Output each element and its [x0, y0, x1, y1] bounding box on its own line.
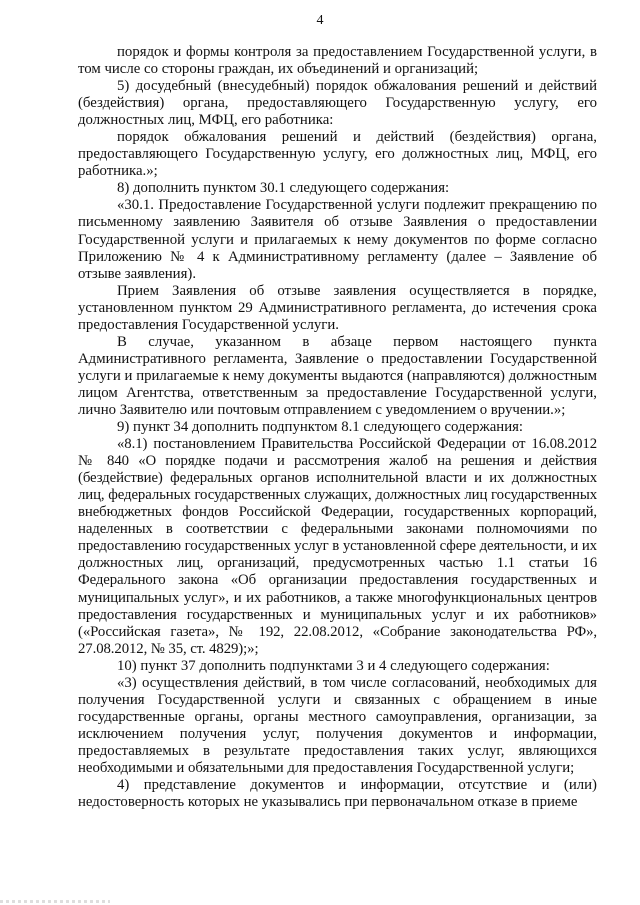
paragraph-8-1-government-decree: «8.1) постановлением Правительства Российской Федерации от 16.08.2012 № 840 «О порядке подачи и рассмотрения жалоб на решения и действия (бездействие) федеральных органов исполнительной власти и их должностных лиц, федеральных государственных служащих, должностных лиц государственных внебюджетных фондов Российской Федерации, государственных корпораций, наделенных в соответствии с федеральными законами полномочиями по предоставлению государственных услуг в установленной сфере деятельности, и их должностных лиц, организаций, предусмотренных частью 1.1 статьи 16 Федерального закона «Об организации предоставления государственных и муниципальных услуг», и их работников, а также многофункциональных центров предоставления государственных и муниципальных услуг и их работников» («Российская газета», № 192, 22.08.2012, «Собрание законодательства РФ», 27.08.2012, № 35, ст. 4829);»; — [78, 436, 597, 657]
paragraph-item-9-add-8-1: 9) пункт 34 дополнить подпунктом 8.1 следующего содержания: — [117, 419, 524, 436]
document-body — [78, 44, 597, 811]
paragraph-item-10-add-3-4: 10) пункт 37 дополнить подпунктами 3 и 4 следующего содержания: — [117, 657, 550, 674]
paragraph-item-8-add-30-1: 8) дополнить пунктом 30.1 следующего содержания: — [117, 180, 450, 197]
paragraph-subitem-3-actions: «3) осуществления действий, в том числе согласований, необходимых для получения Государственной услуги и связанных с обращением в иные государственные органы, органы местного самоуправления, организации, за исключением получения услуг, получения документов и информации, предоставляемых в результате предоставления таких услуг, являющихся необходимыми и обязательными для предоставления Государственной услуги; — [78, 674, 597, 776]
paragraph-control-forms: порядок и формы контроля за предоставлением Государственной услуги, в том числе со стороны граждан, их объединений и организаций; — [78, 44, 597, 78]
paragraph-appeal-procedure-text: порядок обжалования решений и действий (бездействия) органа, предоставляющего Государственную услугу, его должностных лиц, МФЦ, его работника.»; — [78, 129, 597, 180]
paragraph-item-5-appeal-procedure: 5) досудебный (внесудебный) порядок обжалования решений и действий (бездействия) органа, предоставляющего Государственную услугу, его должностных лиц, МФЦ, его работника: — [78, 78, 597, 129]
paragraph-withdrawal-acceptance: Прием Заявления об отзыве заявления осуществляется в порядке, установленном пунктом 29 Административного регламента, до истечения срока предоставления Государственной услуги. — [78, 282, 597, 333]
scan-artifact — [0, 900, 110, 903]
paragraph-documents-return: В случае, указанном в абзаце первом настоящего пункта Административного регламента, Заявление о предоставлении Государственной услуги и прилагаемые к нему документы выдаются (направляются) должностным лицом Агентства, ответственным за предоставление Государственной услуги, лично Заявителю или почтовым отправлением с уведомлением о вручении.»; — [78, 333, 597, 418]
paragraph-30-1-termination: «30.1. Предоставление Государственной услуги подлежит прекращению по письменному заявлению Заявителя об отзыве Заявления о предоставлении Государственной услуги и прилагаемых к нему документов по форме согласно Приложению № 4 к Административному регламенту (далее – Заявление об отзыве заявления). — [78, 197, 597, 282]
paragraph-subitem-4-documents: 4) представление документов и информации, отсутствие и (или) недостоверность которых не указывались при первоначальном отказе в приеме — [78, 777, 597, 811]
page-number: 4 — [316, 13, 324, 28]
